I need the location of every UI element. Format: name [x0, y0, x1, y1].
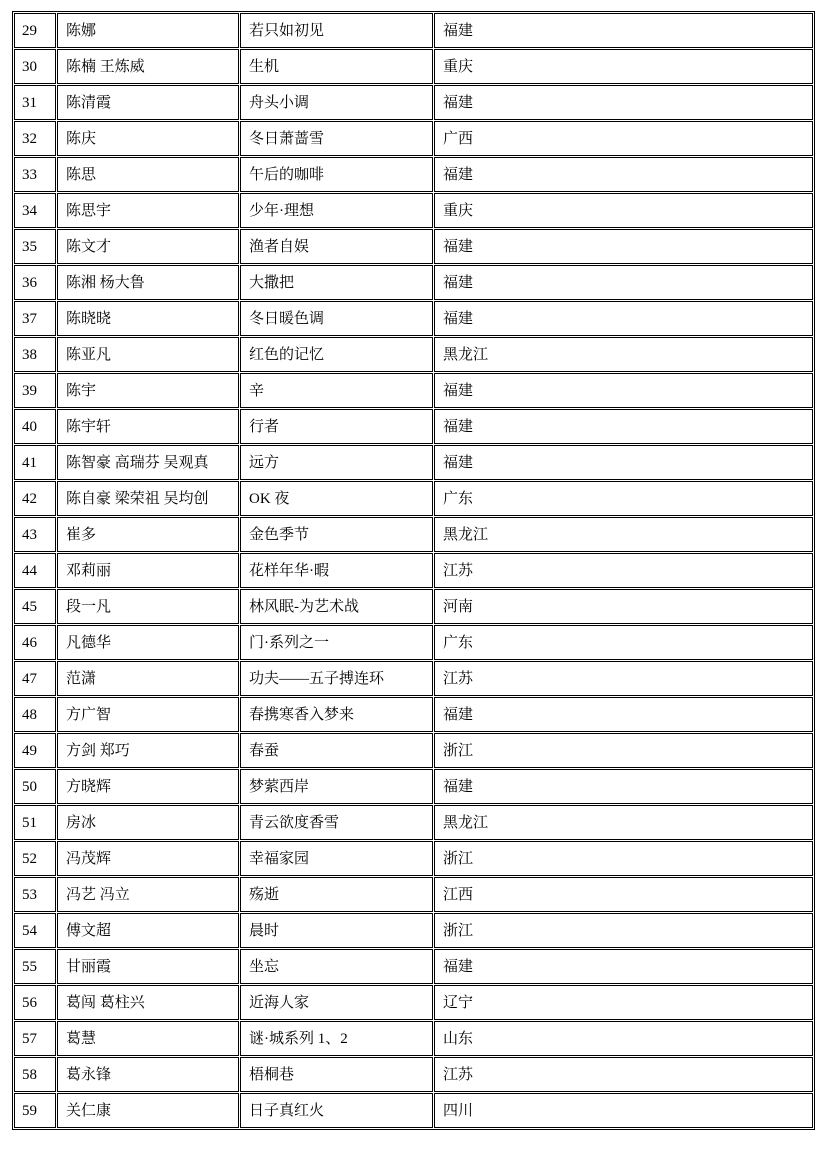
table-row [14, 193, 813, 228]
region-cell: 浙江 [434, 733, 813, 768]
author-cell: 冯茂辉 [57, 841, 239, 876]
author-cell: 陈娜 [57, 13, 239, 48]
title-cell: 林风眠-为艺术战 [240, 589, 433, 624]
table-row [14, 877, 813, 912]
table-row [14, 553, 813, 588]
author-cell: 陈庆 [57, 121, 239, 156]
region-cell: 福建 [434, 13, 813, 48]
row-number-cell: 58 [14, 1057, 56, 1092]
author-cell: 葛慧 [57, 1021, 239, 1056]
author-cell: 邓莉丽 [57, 553, 239, 588]
author-cell: 方广智 [57, 697, 239, 732]
author-cell: 房冰 [57, 805, 239, 840]
author-cell: 崔多 [57, 517, 239, 552]
region-cell: 福建 [434, 85, 813, 120]
author-cell: 段一凡 [57, 589, 239, 624]
row-number-cell: 42 [14, 481, 56, 516]
row-number-cell: 46 [14, 625, 56, 660]
table-row [14, 769, 813, 804]
region-cell: 四川 [434, 1093, 813, 1128]
author-cell: 葛永锋 [57, 1057, 239, 1092]
row-number-cell: 37 [14, 301, 56, 336]
author-cell: 陈宇轩 [57, 409, 239, 444]
author-cell: 陈文才 [57, 229, 239, 264]
row-number-cell: 54 [14, 913, 56, 948]
region-cell: 广西 [434, 121, 813, 156]
table-row [14, 661, 813, 696]
author-cell: 方剑 郑巧 [57, 733, 239, 768]
table-row [14, 13, 813, 48]
region-cell: 江苏 [434, 553, 813, 588]
region-cell: 广东 [434, 481, 813, 516]
region-cell: 福建 [434, 265, 813, 300]
region-cell: 黑龙江 [434, 337, 813, 372]
region-cell: 江苏 [434, 1057, 813, 1092]
artwork-list-table [12, 11, 815, 1130]
title-cell: 冬日萧蔷雪 [240, 121, 433, 156]
title-cell: 渔者自娱 [240, 229, 433, 264]
row-number-cell: 35 [14, 229, 56, 264]
title-cell: 春携寒香入梦来 [240, 697, 433, 732]
region-cell: 广东 [434, 625, 813, 660]
title-cell: 大撒把 [240, 265, 433, 300]
region-cell: 江苏 [434, 661, 813, 696]
author-cell: 陈清霞 [57, 85, 239, 120]
row-number-cell: 48 [14, 697, 56, 732]
author-cell: 陈亚凡 [57, 337, 239, 372]
author-cell: 冯艺 冯立 [57, 877, 239, 912]
title-cell: 谜·城系列 1、2 [240, 1021, 433, 1056]
region-cell: 福建 [434, 949, 813, 984]
author-cell: 陈宇 [57, 373, 239, 408]
region-cell: 黑龙江 [434, 805, 813, 840]
table-row [14, 85, 813, 120]
table-row [14, 517, 813, 552]
title-cell: 花样年华·暇 [240, 553, 433, 588]
region-cell: 黑龙江 [434, 517, 813, 552]
title-cell: 金色季节 [240, 517, 433, 552]
table-row [14, 697, 813, 732]
table-row [14, 445, 813, 480]
row-number-cell: 41 [14, 445, 56, 480]
table-row [14, 625, 813, 660]
table-row [14, 589, 813, 624]
row-number-cell: 59 [14, 1093, 56, 1128]
table-row [14, 265, 813, 300]
title-cell: 午后的咖啡 [240, 157, 433, 192]
row-number-cell: 32 [14, 121, 56, 156]
title-cell: 幸福家园 [240, 841, 433, 876]
region-cell: 重庆 [434, 193, 813, 228]
title-cell: 青云欲度香雪 [240, 805, 433, 840]
title-cell: 晨时 [240, 913, 433, 948]
author-cell: 凡德华 [57, 625, 239, 660]
title-cell: 门·系列之一 [240, 625, 433, 660]
row-number-cell: 56 [14, 985, 56, 1020]
table-row [14, 373, 813, 408]
author-cell: 范潇 [57, 661, 239, 696]
author-cell: 方晓辉 [57, 769, 239, 804]
region-cell: 福建 [434, 409, 813, 444]
author-cell: 陈楠 王炼威 [57, 49, 239, 84]
row-number-cell: 45 [14, 589, 56, 624]
title-cell: 少年·理想 [240, 193, 433, 228]
title-cell: OK 夜 [240, 481, 433, 516]
table-row [14, 1021, 813, 1056]
title-cell: 近海人家 [240, 985, 433, 1020]
row-number-cell: 50 [14, 769, 56, 804]
table-row [14, 229, 813, 264]
table-row [14, 841, 813, 876]
row-number-cell: 51 [14, 805, 56, 840]
region-cell: 福建 [434, 229, 813, 264]
table-row [14, 1093, 813, 1128]
region-cell: 辽宁 [434, 985, 813, 1020]
author-cell: 陈智豪 高瑞芬 吴观真 [57, 445, 239, 480]
row-number-cell: 43 [14, 517, 56, 552]
title-cell: 辛 [240, 373, 433, 408]
row-number-cell: 33 [14, 157, 56, 192]
region-cell: 福建 [434, 301, 813, 336]
region-cell: 河南 [434, 589, 813, 624]
title-cell: 舟头小调 [240, 85, 433, 120]
author-cell: 傅文超 [57, 913, 239, 948]
row-number-cell: 40 [14, 409, 56, 444]
title-cell: 春蚕 [240, 733, 433, 768]
row-number-cell: 31 [14, 85, 56, 120]
title-cell: 梧桐巷 [240, 1057, 433, 1092]
region-cell: 浙江 [434, 841, 813, 876]
row-number-cell: 34 [14, 193, 56, 228]
row-number-cell: 47 [14, 661, 56, 696]
region-cell: 福建 [434, 445, 813, 480]
table-row [14, 481, 813, 516]
row-number-cell: 36 [14, 265, 56, 300]
author-cell: 陈思 [57, 157, 239, 192]
title-cell: 殇逝 [240, 877, 433, 912]
author-cell: 甘丽霞 [57, 949, 239, 984]
title-cell: 功夫——五子搏连环 [240, 661, 433, 696]
table-row [14, 337, 813, 372]
table-row [14, 733, 813, 768]
table-row [14, 157, 813, 192]
table-row [14, 805, 813, 840]
table-row [14, 409, 813, 444]
row-number-cell: 39 [14, 373, 56, 408]
title-cell: 若只如初见 [240, 13, 433, 48]
row-number-cell: 52 [14, 841, 56, 876]
author-cell: 陈湘 杨大鲁 [57, 265, 239, 300]
table-row [14, 49, 813, 84]
row-number-cell: 49 [14, 733, 56, 768]
region-cell: 福建 [434, 769, 813, 804]
author-cell: 陈晓晓 [57, 301, 239, 336]
table-row [14, 1057, 813, 1092]
row-number-cell: 53 [14, 877, 56, 912]
region-cell: 重庆 [434, 49, 813, 84]
title-cell: 生机 [240, 49, 433, 84]
row-number-cell: 55 [14, 949, 56, 984]
author-cell: 陈自豪 梁荣祖 吴均创 [57, 481, 239, 516]
region-cell: 福建 [434, 157, 813, 192]
title-cell: 坐忘 [240, 949, 433, 984]
title-cell: 冬日暖色调 [240, 301, 433, 336]
table-row [14, 121, 813, 156]
title-cell: 远方 [240, 445, 433, 480]
row-number-cell: 57 [14, 1021, 56, 1056]
region-cell: 江西 [434, 877, 813, 912]
table-row [14, 985, 813, 1020]
table-row [14, 949, 813, 984]
title-cell: 红色的记忆 [240, 337, 433, 372]
title-cell: 梦萦西岸 [240, 769, 433, 804]
table-row [14, 301, 813, 336]
region-cell: 浙江 [434, 913, 813, 948]
table-row [14, 913, 813, 948]
row-number-cell: 29 [14, 13, 56, 48]
author-cell: 关仁康 [57, 1093, 239, 1128]
region-cell: 山东 [434, 1021, 813, 1056]
row-number-cell: 44 [14, 553, 56, 588]
author-cell: 葛闯 葛柱兴 [57, 985, 239, 1020]
title-cell: 日子真红火 [240, 1093, 433, 1128]
title-cell: 行者 [240, 409, 433, 444]
region-cell: 福建 [434, 373, 813, 408]
region-cell: 福建 [434, 697, 813, 732]
row-number-cell: 38 [14, 337, 56, 372]
author-cell: 陈思宇 [57, 193, 239, 228]
row-number-cell: 30 [14, 49, 56, 84]
